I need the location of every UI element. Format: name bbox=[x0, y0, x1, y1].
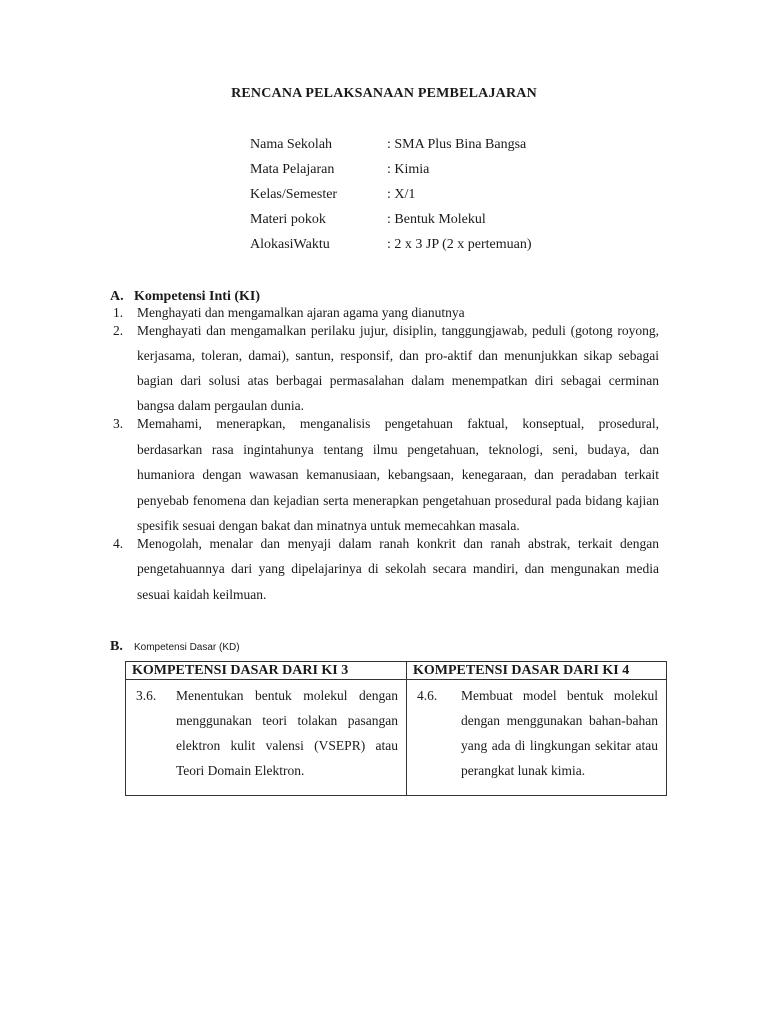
section-letter: B. bbox=[110, 639, 123, 654]
info-label: Kelas/Semester bbox=[250, 187, 338, 202]
info-row-topic bbox=[250, 211, 532, 236]
column-header: KOMPETENSI DASAR DARI KI 3 bbox=[126, 662, 407, 680]
section-title: Kompetensi Dasar (KD) bbox=[134, 642, 240, 653]
list-number: 1. bbox=[113, 305, 124, 320]
list-number: 3. bbox=[113, 416, 124, 431]
table-row bbox=[126, 680, 667, 796]
info-row-school bbox=[250, 136, 532, 161]
list-text: Menogolah, menalar dan menyaji dalam ranah konkrit dan ranah abstrak, terkait dengan pengetahuannya dari yang dipelajarinya di sekolah secara mandiri, dan mengunakan media sesuai kaidah keilmuan. bbox=[137, 535, 659, 602]
list-text: Memahami, menerapkan, menganalisis pengetahuan faktual, konseptual, prosedural, berdasarkan rasa ingintahunya tentang ilmu pengetahuan, teknologi, seni, budaya, dan humaniora dengan wawasan kemanusiaan, kebangsaan, kenegaraan, dan peradaban terkait penyebab fenomena dan kejadian serta menerapkan pengetahuan prosedural pada bidang kajian spesifik sesuai dengan bakat dan minatnya untuk memecahkan masala. bbox=[137, 416, 659, 533]
section-b-heading bbox=[110, 637, 240, 655]
info-row-subject bbox=[250, 161, 532, 186]
document-title: RENCANA PELAKSANAAN PEMBELAJARAN bbox=[231, 86, 537, 101]
list-number: 2. bbox=[113, 323, 124, 338]
kd-item bbox=[136, 683, 398, 783]
info-label: Mata Pelajaran bbox=[250, 162, 335, 177]
list-text: Menghayati dan mengamalkan perilaku jujur, disiplin, tanggungjawab, peduli (gotong royong, kerjasama, toleran, damai), santun, responsif, dan pro-aktif dan menunjukkan sikap sebagai bagian dari solusi atas berbagai permasalahan dalam menempatkan diri sebagai cerminan bangsa dalam pergaulan dunia. bbox=[137, 323, 659, 413]
kd-table bbox=[125, 661, 667, 796]
list-item bbox=[113, 318, 659, 418]
kd-item bbox=[417, 683, 658, 783]
info-row-time bbox=[250, 236, 532, 261]
list-text: Menghayati dan mengamalkan ajaran agama yang dianutnya bbox=[137, 305, 465, 320]
list-item bbox=[113, 531, 659, 608]
kd-text: Membuat model bentuk molekul dengan menggunakan bahan-bahan yang ada di lingkungan sekitar atau perangkat lunak kimia. bbox=[461, 688, 658, 778]
section-title: Kompetensi Inti (KI) bbox=[134, 289, 260, 304]
table-cell bbox=[126, 680, 407, 796]
info-row-class bbox=[250, 186, 532, 211]
info-value: : 2 x 3 JP (2 x pertemuan) bbox=[387, 237, 532, 252]
kd-text: Menentukan bentuk molekul dengan menggunakan teori tolakan pasangan elektron kulit valensi (VSEPR) atau Teori Domain Elektron. bbox=[176, 688, 398, 778]
kd-number: 4.6. bbox=[417, 688, 438, 703]
column-header: KOMPETENSI DASAR DARI KI 4 bbox=[407, 662, 667, 680]
list-number: 4. bbox=[113, 535, 124, 551]
info-value: : Bentuk Molekul bbox=[387, 212, 486, 227]
section-letter: A. bbox=[110, 289, 124, 304]
info-label: Nama Sekolah bbox=[250, 137, 333, 152]
info-value: : SMA Plus Bina Bangsa bbox=[387, 137, 527, 152]
kd-number: 3.6. bbox=[136, 688, 157, 703]
section-a-heading bbox=[110, 289, 260, 305]
info-label: AlokasiWaktu bbox=[250, 237, 330, 252]
table-cell bbox=[407, 680, 667, 796]
list-item bbox=[113, 411, 659, 539]
info-value: : X/1 bbox=[387, 187, 416, 202]
table-header-row bbox=[126, 662, 667, 680]
info-value: : Kimia bbox=[387, 162, 430, 177]
ki-list bbox=[113, 304, 659, 607]
info-label: Materi pokok bbox=[250, 212, 326, 227]
info-block bbox=[250, 136, 532, 261]
